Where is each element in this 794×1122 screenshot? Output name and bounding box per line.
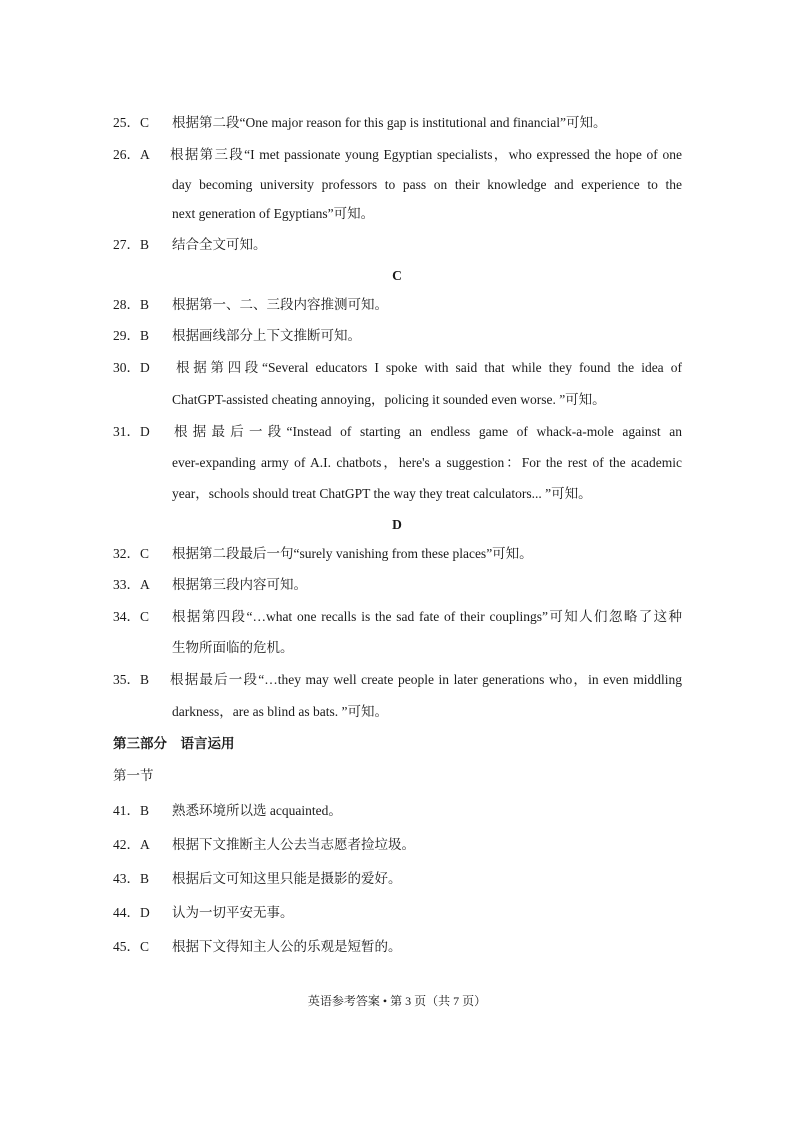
answer-explanation: 根据下文推断主人公去当志愿者捡垃圾。 bbox=[172, 837, 415, 852]
part3-heading: 第三部分 语言运用 bbox=[113, 736, 235, 751]
answer-number: 42．A bbox=[113, 837, 150, 852]
answer-explanation: 根据最后一段“Instead of starting an endless game of whack-a-mole against an bbox=[174, 424, 682, 439]
answer-explanation: ChatGPT-assisted cheating annoying，policing it sounded even worse. ”可知。 bbox=[172, 392, 606, 407]
answer-number: 34．C bbox=[113, 609, 150, 624]
answer-number: 31．D bbox=[113, 424, 150, 439]
page-footer: 英语参考答案 • 第 3 页（共 7 页） bbox=[307, 994, 487, 1008]
answer-explanation: 根据第一、二、三段内容推测可知。 bbox=[172, 297, 388, 312]
answer-explanation: 根据下文得知主人公的乐观是短暂的。 bbox=[172, 939, 402, 954]
answer-number: 29．B bbox=[113, 328, 150, 343]
answer-explanation: 认为一切平安无事。 bbox=[172, 905, 294, 920]
answer-explanation: next generation of Egyptians”可知。 bbox=[172, 206, 375, 221]
answer-explanation: 根据第三段“I met passionate young Egyptian specialists，who expressed the hope of one bbox=[170, 147, 682, 162]
answer-explanation: 根据第二段“One major reason for this gap is institutional and financial”可知。 bbox=[172, 115, 607, 130]
section-heading-d: D bbox=[392, 517, 402, 532]
answer-explanation: day becoming university professors to pass on their knowledge and experience to the bbox=[172, 177, 682, 192]
answer-number: 33．A bbox=[113, 577, 150, 592]
answer-explanation: darkness，are as blind as bats. ”可知。 bbox=[172, 704, 388, 719]
answer-explanation: ever-expanding army of A.I. chatbots，here's a suggestion：For the rest of the academic bbox=[172, 455, 682, 470]
section-heading-c: C bbox=[392, 268, 402, 283]
answer-number: 41．B bbox=[113, 803, 150, 818]
answer-explanation: 根据最后一段“…they may well create people in later generations who，in even middling bbox=[170, 672, 682, 687]
answer-number: 35．B bbox=[113, 672, 150, 687]
answer-explanation: 生物所面临的危机。 bbox=[172, 640, 294, 655]
answer-number: 32．C bbox=[113, 546, 150, 561]
answer-explanation: 结合全文可知。 bbox=[172, 237, 267, 252]
answer-explanation: 根据第四段“Several educators I spoke with said that while they found the idea of bbox=[176, 360, 682, 375]
answer-explanation: 根据后文可知这里只能是摄影的爱好。 bbox=[172, 871, 402, 886]
answer-number: 30．D bbox=[113, 360, 150, 375]
section1-heading: 第一节 bbox=[113, 768, 154, 783]
answer-number: 28．B bbox=[113, 297, 150, 312]
answer-number: 43．B bbox=[113, 871, 150, 886]
answer-number: 44．D bbox=[113, 905, 150, 920]
answer-number: 45．C bbox=[113, 939, 150, 954]
answer-explanation: 根据第三段内容可知。 bbox=[172, 577, 307, 592]
answer-explanation: 根据第四段“…what one recalls is the sad fate of their couplings”可知人们忽略了这种 bbox=[172, 609, 682, 624]
answer-number: 26．A bbox=[113, 147, 150, 162]
answer-explanation: 熟悉环境所以选 acquainted。 bbox=[172, 803, 342, 818]
answer-number: 27．B bbox=[113, 237, 150, 252]
answer-explanation: 根据第二段最后一句“surely vanishing from these places”可知。 bbox=[172, 546, 533, 561]
answer-explanation: year，schools should treat ChatGPT the way they treat calculators... ”可知。 bbox=[172, 486, 592, 501]
answer-explanation: 根据画线部分上下文推断可知。 bbox=[172, 328, 361, 343]
answer-number: 25．C bbox=[113, 115, 150, 130]
